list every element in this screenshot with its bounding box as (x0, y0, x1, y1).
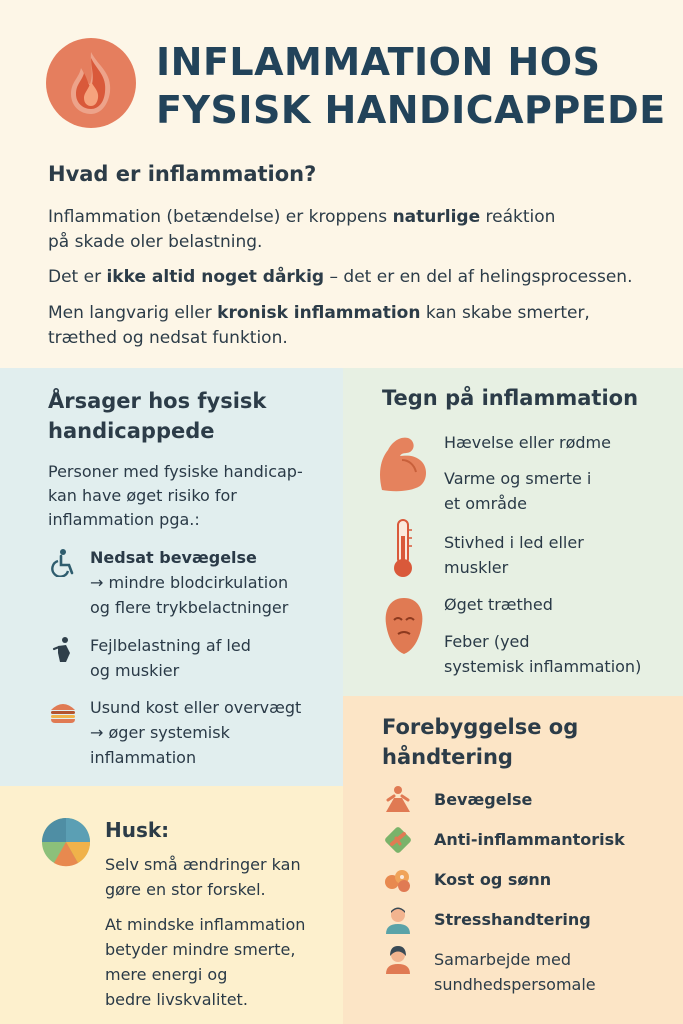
burger-icon (48, 697, 78, 727)
sign-item: Feber (yed systemisk inflammation) (444, 632, 642, 676)
prevention-item: Kost og sønn (382, 864, 672, 898)
what-paragraph-2: Det er ikke altid noget dårkig – det er en del af helingsprocessen. (48, 267, 633, 287)
pie-icon (40, 816, 92, 868)
person-health-icon (382, 944, 414, 976)
title-line-2: FYSISK HANDICAPPEDE (156, 88, 666, 132)
what-paragraph-3: Men langvarig eller kronisk inflammation kan skabe smerter, træthed og nedsat funktion. (48, 303, 590, 348)
prevention-heading: Forebyggelse og håndtering (382, 715, 579, 769)
what-paragraph-1: Inflammation (betændelse) er kroppens naturlige reáktion på skade oler belastning. (48, 207, 556, 252)
remember-paragraph-1: Selv små ændringer kan gøre en stor forskel. (105, 855, 301, 899)
muscle-arm-icon (374, 430, 432, 494)
sign-item: Hævelse eller rødme (444, 433, 611, 452)
thermometer-icon (390, 518, 416, 580)
title-line-1: INFLAMMATION HOS (156, 40, 601, 84)
tired-face-icon (380, 594, 428, 658)
page-title (156, 38, 666, 134)
sign-item: Øget træthed (444, 595, 553, 614)
cause-title: Nedsat bevægelse (90, 548, 257, 567)
prevention-item: Samarbejde med sundhedspersomale (382, 944, 672, 1000)
sign-item: Varme og smerte i et område (444, 469, 592, 513)
joint-strain-icon (48, 635, 78, 665)
causes-heading: Årsager hos fysisk handicappede (48, 389, 267, 443)
wheelchair-icon (48, 547, 78, 577)
prevention-item: Bevægelse (382, 784, 672, 818)
prevention-item: Anti-inflammantorisk (382, 824, 672, 858)
prevention-item: Stresshandtering (382, 904, 672, 938)
emphasis: naturlige (392, 207, 481, 227)
what-heading: Hvad er inflammation? (48, 162, 317, 186)
anti-inflammatory-icon (382, 824, 414, 856)
remember-paragraph-2: At mindske inflammation betyder mindre smerte, mere energi og bedre livskvalitet. (105, 915, 306, 1009)
flame-icon (46, 38, 136, 128)
emphasis: ikke altid noget dårkig (106, 267, 325, 287)
sign-item: Stivhed i led eller muskler (444, 533, 584, 577)
causes-intro: Personer med fysiske handicap- kan have øget risiko for inflammation pga.: (48, 462, 303, 529)
emphasis: kronisk inflammation (217, 303, 421, 323)
food-icon (382, 864, 414, 896)
remember-heading: Husk: (105, 818, 170, 842)
exercise-icon (382, 784, 414, 816)
flame-badge (46, 38, 136, 128)
person-stress-icon (382, 904, 414, 936)
signs-heading: Tegn på inflammation (382, 386, 639, 410)
